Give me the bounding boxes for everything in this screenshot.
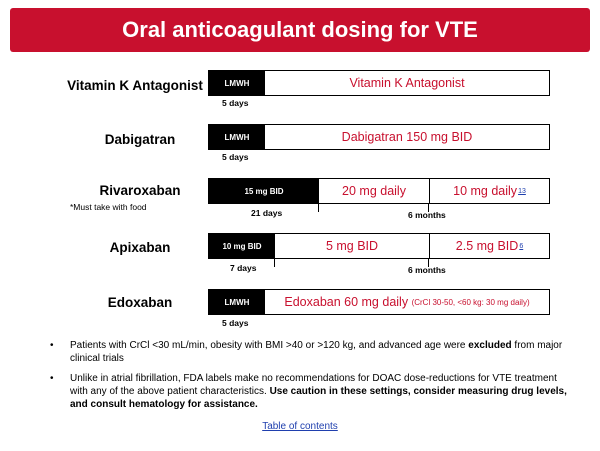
dose-text: Edoxaban 60 mg daily (284, 295, 409, 309)
table-of-contents-link[interactable]: Table of contents (262, 421, 338, 432)
regimen-bar-rivaroxaban (208, 178, 550, 204)
text-run: Patients with CrCl <30 mL/min, obesity with BMI >40 or >120 kg, and advanced age were (70, 340, 469, 351)
reduced-dose-text: 2.5 mg BID (455, 239, 519, 253)
text-run-bold: Use caution in these settings, consider measuring drug levels, and consult hematology for assistance. (70, 386, 567, 410)
text-run: from major clinical trials (70, 340, 563, 364)
long-period-label: 6 months (408, 210, 446, 220)
lead-segment: LMWH (209, 125, 265, 149)
regimen-bar-apixaban (208, 233, 550, 259)
dose-segment: 20 mg daily (342, 184, 406, 198)
dose-segment: Vitamin K Antagonist (349, 76, 465, 90)
lead-segment: 15 mg BID (209, 179, 319, 203)
dose-adjustment-note: (CrCl 30-50, <60 kg: 30 mg daily) (411, 297, 530, 307)
lead-period-label: 5 days (222, 98, 249, 108)
dose-segment: 5 mg BID (325, 239, 379, 253)
regimen-bar-edoxaban (208, 289, 550, 315)
reduced-dose-segment (429, 234, 549, 258)
bullet-text (70, 373, 567, 410)
drug-name-vka: Vitamin K Antagonist (67, 78, 203, 93)
bullet-exclusions (50, 339, 570, 365)
lead-segment: LMWH (209, 290, 265, 314)
reference-link[interactable]: 6 (519, 242, 524, 250)
drug-name-apixaban: Apixaban (109, 240, 171, 255)
reduced-dose-segment (429, 179, 549, 203)
lead-period-tick (274, 259, 275, 267)
lead-period-label: 21 days (251, 208, 283, 218)
bullet-text (70, 340, 562, 364)
text-run-bold: excluded (468, 340, 512, 351)
lead-period-tick (318, 204, 319, 212)
lead-period-label: 7 days (230, 263, 257, 273)
dose-segment (265, 290, 549, 314)
regimen-bar-dabigatran (208, 124, 550, 150)
drug-name-edoxaban: Edoxaban (107, 295, 173, 310)
lead-segment: LMWH (209, 71, 265, 95)
bullet-icon: • (50, 373, 54, 384)
bullet-list (50, 339, 570, 418)
reduced-dose-text: 10 mg daily (453, 184, 518, 198)
bullet-icon: • (50, 340, 54, 351)
drug-name-dabigatran: Dabigatran (104, 132, 176, 147)
regimen-bar-vka (208, 70, 550, 96)
reference-link[interactable]: 13 (518, 187, 526, 195)
text-run: Unlike in atrial fibrillation, FDA labels make no recommendations for DOAC dose-reductions for VTE treatment with any of the above patient characteristics. (70, 373, 557, 397)
title-banner (10, 8, 590, 52)
bullet-caution (50, 372, 570, 411)
lead-period-label: 5 days (222, 152, 249, 162)
lead-segment: 10 mg BID (209, 234, 275, 258)
lead-period-label: 5 days (222, 318, 249, 328)
long-period-label: 6 months (408, 265, 446, 275)
drug-name-rivaroxaban: Rivaroxaban (99, 183, 181, 198)
dose-segment: Dabigatran 150 mg BID (341, 130, 473, 144)
food-note: *Must take with food (70, 202, 147, 212)
page-title: Oral anticoagulant dosing for VTE (122, 17, 478, 42)
